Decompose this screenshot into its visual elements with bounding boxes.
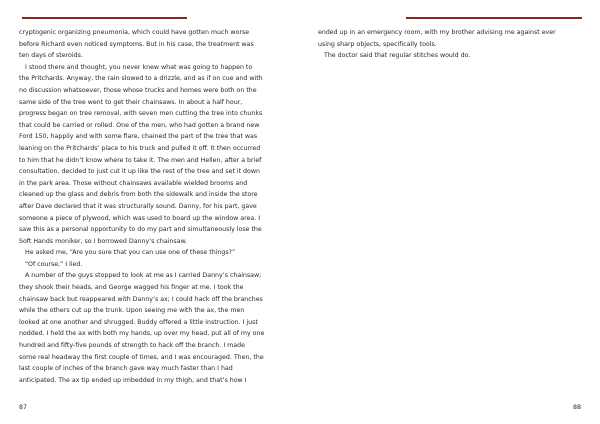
text-line: the Pritchards. Anyway, the rain slowed to a drizzle, and as if on cue and with bbox=[19, 75, 263, 83]
text-line: hundred and fifty-five pounds of strength to hack off the branch. I made bbox=[19, 342, 245, 350]
text-line: He asked me, “Are you sure that you can use one of these things?” bbox=[25, 249, 236, 257]
text-line: progress began on tree removal, with seven men cutting the tree into chunks bbox=[19, 110, 263, 118]
text-line: ten days of steroids. bbox=[19, 52, 83, 60]
right-page-number: 88 bbox=[573, 404, 582, 411]
text-line: looked at one another and shrugged. Buddy offered a little instruction. I just bbox=[19, 318, 258, 326]
text-line: last couple of inches of the branch gave way much faster than I had bbox=[19, 365, 233, 373]
text-line: before Richard even noticed symptoms. But in his case, the treatment was bbox=[19, 40, 254, 48]
right-page-body bbox=[318, 27, 586, 62]
right-header-rule bbox=[406, 17, 582, 19]
text-line: “Of course,” I lied. bbox=[25, 260, 83, 268]
text-line: I stood there and thought, you never knew what was going to happen to bbox=[25, 63, 253, 71]
text-line: Soft Hands moniker, so I borrowed Danny’s chainsaw. bbox=[19, 237, 187, 245]
text-line: cryptogenic organizing pneumonia, which could have gotten much worse bbox=[19, 29, 250, 36]
text-line: no discussion whatsoever, those whose trucks and homes were both on the bbox=[19, 86, 257, 94]
text-line: in the park area. Those without chainsaws available wielded brooms and bbox=[19, 179, 248, 187]
text-line: after Dave declared that it was structurally sound. Danny, for his part, gave bbox=[19, 202, 257, 210]
text-line: saw this as a personal opportunity to do my part and simultaneously lose the bbox=[19, 226, 262, 234]
text-line: cleaned up the glass and debris from both the sidewalk and inside the store bbox=[19, 191, 258, 199]
text-line: they shook their heads, and George wagged his finger at me. I took the bbox=[19, 284, 244, 292]
left-page-number: 87 bbox=[19, 404, 28, 411]
text-line: to him that he didn’t know where to take it. The men and Hellen, after a brief bbox=[19, 156, 262, 164]
text-line: while the others cut up the trunk. Upon seeing me with the ax, the men bbox=[19, 307, 245, 315]
text-line: The doctor said that regular stitches would do. bbox=[324, 52, 471, 60]
text-line: chainsaw back but reappeared with Danny’s ax; I could hack off the branches bbox=[19, 295, 263, 303]
text-line: same side of the tree went to get their chainsaws. In about a half hour, bbox=[19, 98, 243, 106]
text-line: A number of the guys stopped to look at me as I carried Danny’s chainsaw; bbox=[25, 272, 262, 280]
text-line: anticipated. The ax tip ended up imbedded in my thigh, and that’s how I bbox=[19, 376, 247, 384]
text-line: nodded. I held the ax with both my hands, up over my head, put all of my one bbox=[19, 330, 265, 338]
text-line: someone a piece of plywood, which was used to board up the window area. I bbox=[19, 214, 261, 222]
text-line: ended up in an emergency room, with my brother advising me against ever bbox=[318, 29, 556, 36]
text-line: consultation, decided to just cut it up like the rest of the tree and set it down bbox=[19, 168, 260, 176]
text-line: Ford 150, happily and with some flare, chained the part of the tree that was bbox=[19, 133, 258, 141]
text-line: leaning on the Pritchards’ place to his truck and pulled it off. It then occurred bbox=[19, 144, 261, 152]
text-line: some real headway the first couple of times, and I was encouraged. Then, the bbox=[19, 353, 264, 361]
left-page-body bbox=[19, 27, 287, 386]
left-header-rule bbox=[22, 17, 187, 19]
text-line: that could be carried or rolled. One of the men, who had gotten a brand new bbox=[19, 121, 260, 129]
text-line: using sharp objects, specifically tools. bbox=[318, 40, 437, 48]
